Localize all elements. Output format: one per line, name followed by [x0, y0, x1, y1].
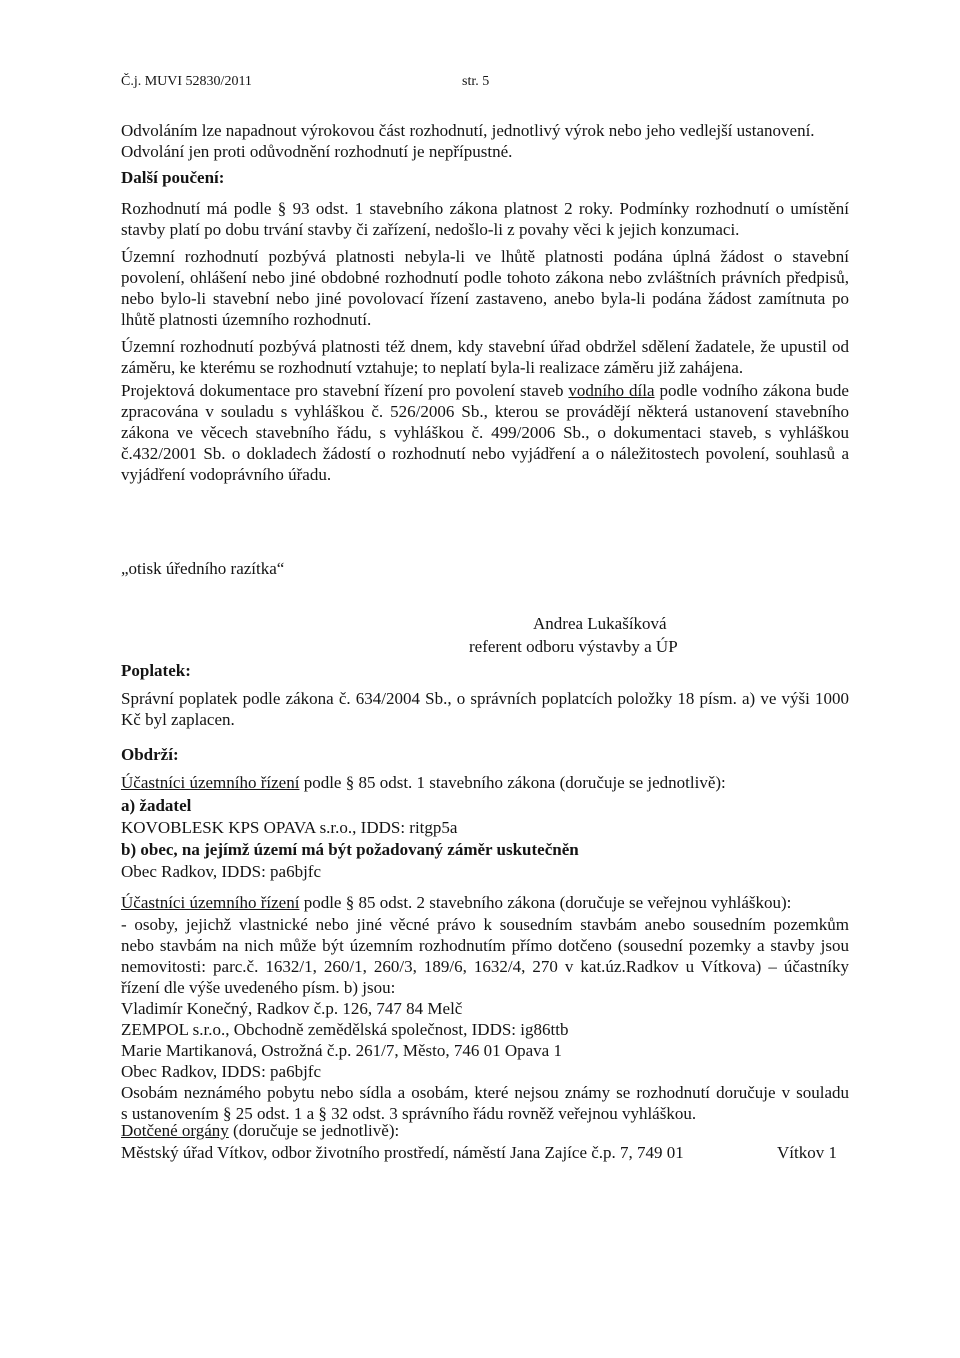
text-line: nebo stavbám na nich může být územním rozhodnutím přímo dotčeno (sousední pozemky a stavby jsou	[121, 936, 849, 955]
authority-item: Městský úřad Vítkov, odbor životního prostředí, náměstí Jana Zajíce č.p. 7, 749 01	[121, 1143, 684, 1162]
text-line: povolení, ohlášení nebo jiné obdobné rozhodnutí podle tohoto zákona nebo zvláštních právních předpisů,	[121, 268, 849, 287]
text-line: nebo bylo-li stavební nebo jiné povolovací řízení zastaveno, anebo byla-li podána žádost zamítnuta po	[121, 289, 849, 308]
text-line: řízení dle výše uvedeného písm. b) jsou:	[121, 978, 396, 997]
applicant-value: KOVOBLESK KPS OPAVA s.r.o., IDDS: ritgp5a	[121, 818, 458, 837]
expiry-paragraph	[121, 246, 849, 330]
text-line: záměru, ke kterému se rozhodnutí vztahuje; to neplatí byla-li realizace záměru již zahájena.	[121, 358, 744, 377]
text-line: stavby platí po dobu trvání stavby či zařízení, nedošlo-li z povahy věci k jejich konzumaci.	[121, 220, 740, 239]
municipality-label: b) obec, na jejímž území má být požadovaný záměr uskutečněn	[121, 840, 579, 859]
participant-item: Marie Martikanová, Ostrožná č.p. 261/7, Město, 746 01 Opava 1	[121, 1041, 562, 1060]
validity-paragraph	[121, 198, 849, 240]
withdrawal-paragraph	[121, 336, 849, 378]
text-line: lhůtě platnosti územního rozhodnutí.	[121, 310, 372, 329]
text-line: - osoby, jejichž vlastnické nebo jiné věcné právo k sousedním stavbám anebo sousedním pozemkům	[121, 915, 849, 934]
text-line: Odvoláním lze napadnout výrokovou část rozhodnutí, jednotlivý výrok nebo jeho vedlejší ustanovení.	[121, 121, 815, 140]
participant-item: ZEMPOL s.r.o., Obchodně zemědělská společnost, IDDS: ig86ttb	[121, 1020, 569, 1039]
recipients-heading: Obdrží:	[121, 745, 179, 764]
text-line: zpracována v souladu s vyhláškou č. 526/2006 Sb., kterou se provádějí některá ustanovení stavebního	[121, 402, 849, 421]
text-line: č.432/2001 Sb. o dokladech žádostí o rozhodnutí nebo vyjádření a o náležitostech povolení, souhlasů a	[121, 444, 849, 463]
text-line: Kč byl zaplacen.	[121, 710, 235, 729]
text-line: Územní rozhodnutí pozbývá platnosti též dnem, kdy stavební úřad obdržel sdělení žadatele, že upustil od	[121, 337, 849, 356]
text-line: Osobám neznámého pobytu nebo sídla a osobám, které nejsou známy se rozhodnutí doručuje v souladu	[121, 1083, 849, 1102]
fee-paragraph	[121, 688, 849, 730]
recipients-group-individual: Účastníci územního řízení podle § 85 odst. 1 stavebního zákona (doručuje se jednotlivě):	[121, 773, 726, 792]
recipients-group-authorities: Dotčené orgány (doručuje se jednotlivě):	[121, 1121, 400, 1140]
participant-item: Obec Radkov, IDDS: pa6bjfc	[121, 1062, 322, 1081]
page-number: str. 5	[462, 74, 490, 89]
participant-item: Vladimír Konečný, Radkov č.p. 126, 747 84 Melč	[121, 999, 463, 1018]
municipality-value: Obec Radkov, IDDS: pa6bjfc	[121, 862, 322, 881]
text-line: nemovitosti: parc.č. 1632/1, 260/1, 260/3, 189/6, 1632/4, 270 v kat.úz.Radkov u Vítkova) – účastníky	[121, 957, 849, 976]
documentation-paragraph	[121, 380, 849, 485]
text-line: Správní poplatek podle zákona č. 634/2004 Sb., o správních poplatcích položky 18 písm. a) ve výši 1000	[121, 689, 849, 708]
text-line: Projektová dokumentace pro stavební řízení pro povolení staveb vodního díla podle vodního zákona bude	[121, 381, 849, 400]
stamp-placeholder: „otisk úředního razítka“	[121, 559, 285, 578]
signatory-name: Andrea Lukašíková	[533, 614, 667, 633]
text-line: Územní rozhodnutí pozbývá platnosti nebyla-li ve lhůtě platnosti podána úplná žádost o stavební	[121, 247, 849, 266]
applicant-label: a) žadatel	[121, 796, 192, 815]
text-line: Odvolání jen proti odůvodnění rozhodnutí je nepřípustné.	[121, 142, 513, 161]
text-line: Rozhodnutí má podle § 93 odst. 1 stavebního zákona platnost 2 roky. Podmínky rozhodnutí o umístění	[121, 199, 849, 218]
authority-town: Vítkov 1	[777, 1143, 837, 1162]
appeal-paragraph	[121, 120, 849, 162]
text-line: s ustanovením § 25 odst. 1 a § 32 odst. 3 správního řádu rovněž veřejnou vyhláškou.	[121, 1104, 697, 1123]
reference-number: Č.j. MUVI 52830/2011	[121, 74, 252, 89]
fee-heading: Poplatek:	[121, 661, 191, 680]
neighbours-paragraph	[121, 914, 849, 1124]
further-info-heading: Další poučení:	[121, 168, 225, 187]
water-work-link-text: vodního díla	[568, 381, 655, 400]
text-line: zákona ve věcech stavebního řádu, s vyhláškou č. 499/2006 Sb., o dokumentaci staveb, s vyhláškou	[121, 423, 849, 442]
signatory-role: referent odboru výstavby a ÚP	[469, 637, 678, 656]
recipients-group-public: Účastníci územního řízení podle § 85 odst. 2 stavebního zákona (doručuje se veřejnou vyhláškou):	[121, 893, 792, 912]
text-line: vyjádření vodoprávního úřadu.	[121, 465, 332, 484]
